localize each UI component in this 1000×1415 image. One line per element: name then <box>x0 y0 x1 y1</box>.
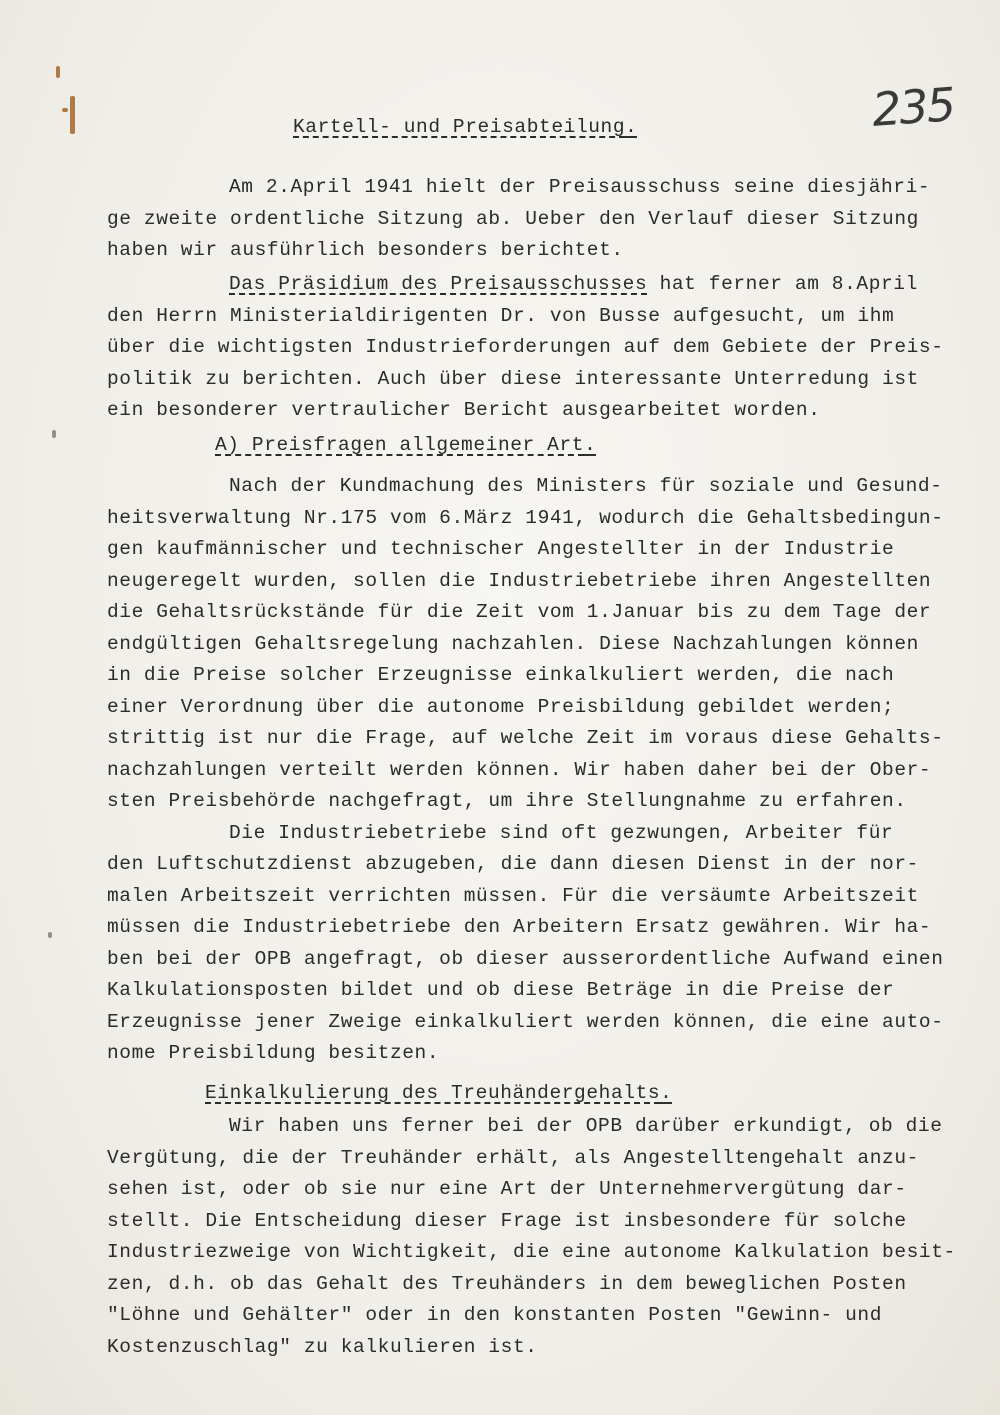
para3-line: die Gehaltsrückstände für die Zeit vom 1.Januar bis zu dem Tage der <box>107 601 932 623</box>
para3-line: strittig ist nur die Frage, auf welche Zeit im voraus diese Gehalts- <box>107 727 944 749</box>
para3-line: gen kaufmännischer und technischer Angestellter in der Industrie <box>107 538 895 560</box>
para2-line: politik zu berichten. Auch über diese interessante Unterredung ist <box>107 368 919 390</box>
section-a-heading-text: A) Preisfragen allgemeiner Art <box>215 434 585 456</box>
page-title <box>293 116 637 138</box>
para5-line: Industriezweige von Wichtigkeit, die eine autonome Kalkulation besit- <box>107 1241 956 1263</box>
page-number: 235 <box>870 77 956 137</box>
para5-line: Wir haben uns ferner bei der OPB darüber erkundigt, ob die <box>229 1115 943 1137</box>
para5-line: "Löhne und Gehälter" oder in den konstanten Posten "Gewinn- und <box>107 1304 883 1326</box>
para2-line: über die wichtigsten Industrieforderungen auf dem Gebiete der Preis- <box>107 336 944 358</box>
para2-first-line <box>229 273 918 295</box>
para1-line: haben wir ausführlich besonders berichtet. <box>107 239 624 261</box>
para5-line: Kostenzuschlag" zu kalkulieren ist. <box>107 1336 538 1358</box>
para3-line: sten Preisbehörde nachgefragt, um ihre Stellungnahme zu erfahren. <box>107 790 907 812</box>
para5-line: Vergütung, die der Treuhänder erhält, als Angestelltengehalt anzu- <box>107 1147 919 1169</box>
para4-line: Kalkulationsposten bildet und ob diese Beträge in die Preise der <box>107 979 895 1001</box>
para2-line: ein besonderer vertraulicher Bericht ausgearbeitet worden. <box>107 399 821 421</box>
para5-line: sehen ist, oder ob sie nur eine Art der Unternehmervergütung dar- <box>107 1178 907 1200</box>
para1-line: Am 2.April 1941 hielt der Preisausschuss seine diesjähri- <box>229 176 931 198</box>
para3-line: endgültigen Gehaltsregelung nachzahlen. Diese Nachzahlungen können <box>107 633 919 655</box>
para3-line: nachzahlungen verteilt werden können. Wir haben daher bei der Ober- <box>107 759 932 781</box>
para4-line: müssen die Industriebetriebe den Arbeitern Ersatz gewähren. Wir ha- <box>107 916 932 938</box>
para3-line: in die Preise solcher Erzeugnisse einkalkuliert werden, die nach <box>107 664 895 686</box>
para2-heading: Das Präsidium des Preisausschusses <box>229 273 648 295</box>
margin-mark <box>48 932 52 938</box>
title-text: Kartell- und Preisabteilung <box>293 116 626 138</box>
margin-mark <box>62 108 68 112</box>
para3-line: Nach der Kundmachung des Ministers für soziale und Gesund- <box>229 475 943 497</box>
section-a-heading <box>215 434 596 456</box>
margin-mark <box>52 430 56 438</box>
margin-mark <box>56 66 60 78</box>
para3-line: neugeregelt wurden, sollen die Industriebetriebe ihren Angestellten <box>107 570 932 592</box>
para4-line: nome Preisbildung besitzen. <box>107 1042 440 1064</box>
title-period: . <box>625 116 638 138</box>
section-b-heading <box>205 1082 672 1104</box>
para2-line: den Herrn Ministerialdirigenten Dr. von Busse aufgesucht, um ihm <box>107 305 895 327</box>
section-b-heading-period: . <box>660 1082 673 1104</box>
para3-line: heitsverwaltung Nr.175 vom 6.März 1941, wodurch die Gehaltsbedingun- <box>107 507 944 529</box>
para1-line: ge zweite ordentliche Sitzung ab. Ueber den Verlauf dieser Sitzung <box>107 208 919 230</box>
para4-line: den Luftschutzdienst abzugeben, die dann diesen Dienst in der nor- <box>107 853 919 875</box>
para4-line: ben bei der OPB angefragt, ob dieser ausserordentliche Aufwand einen <box>107 948 944 970</box>
para3-line: einer Verordnung über die autonome Preisbildung gebildet werden; <box>107 696 895 718</box>
margin-mark <box>70 96 75 134</box>
section-b-heading-text: Einkalkulierung des Treuhändergehalts <box>205 1082 661 1104</box>
para2-first-rest: hat ferner am 8.April <box>647 273 918 295</box>
section-a-heading-period: . <box>584 434 597 456</box>
para4-line: Erzeugnisse jener Zweige einkalkuliert werden können, die eine auto- <box>107 1011 944 1033</box>
para4-line: Die Industriebetriebe sind oft gezwungen, Arbeiter für <box>229 822 894 844</box>
para5-line: zen, d.h. ob das Gehalt des Treuhänders in dem beweglichen Posten <box>107 1273 907 1295</box>
para5-line: stellt. Die Entscheidung dieser Frage ist insbesondere für solche <box>107 1210 907 1232</box>
para4-line: malen Arbeitszeit verrichten müssen. Für die versäumte Arbeitszeit <box>107 885 919 907</box>
